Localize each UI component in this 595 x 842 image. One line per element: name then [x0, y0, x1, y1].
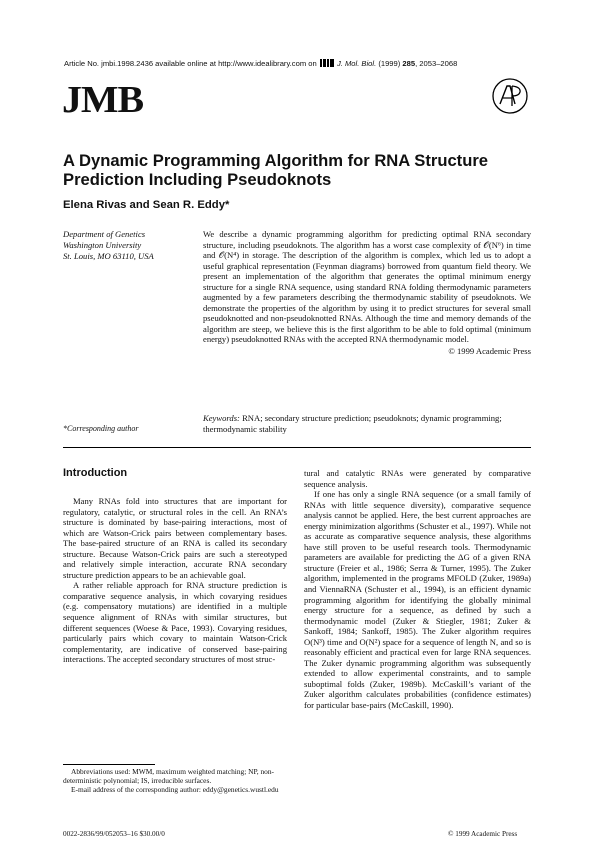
abstract-text: We describe a dynamic programming algorithm for predicting optimal RNA secondary structure, including pseudoknots. The algorithm has a worst case complexity of 𝒪(N⁶) in time and 𝒪(N⁴) in storage. The description of the algorithm is complex, which led us to adopt a useful graphical representation (Feynman diagrams) borrowed from quantum field theory. We present an implementation of the algorithm that generates the optimal minimum energy structure for a single RNA sequence, using standard RNA folding thermodynamic parameters augmented by a few parameters describing the thermodynamic stability of pseudoknots. We demonstrate the properties of the algorithm by using it to predict structures for several small pseudoknotted and non-pseudoknotted RNAs. Although the time and memory demands of the algorithm are steep, we believe this is the first algorithm to be able to fold optimal (minimum energy) pseudoknotted RNAs with the accepted RNA thermodynamic model. [203, 229, 531, 344]
corresponding-author-note: *Corresponding author [63, 424, 139, 433]
affiliation-department: Department of Genetics [63, 229, 146, 239]
intro-paragraph: A rather reliable approach for RNA structure prediction is comparative sequence analysis, in which covarying residues (e.g. compensatory mutations) are identified in a multiple sequence alignment of RNAs with similar structures, but different sequences (Woese & Pace, 1993). Covarying residues, particularly pairs which covary to maintain Watson-Crick complementarity, are indicative of conserved base-pairing interactions. The accepted secondary structures of most struc- [63, 580, 287, 665]
affiliation [63, 229, 193, 263]
citation-year: (1999) [378, 59, 401, 68]
abstract [203, 229, 531, 356]
body-column-right [304, 468, 531, 711]
section-divider [63, 447, 531, 448]
abstract-copyright: © 1999 Academic Press [448, 345, 531, 356]
article-availability-text: Article No. jmbi.1998.2436 available online at http://www.idealibrary.com on [64, 59, 317, 68]
author-list: Elena Rivas and Sean R. Eddy* [63, 199, 230, 211]
footnote-divider [63, 764, 155, 765]
idealibrary-logo [320, 59, 334, 67]
publisher-logo [491, 77, 529, 115]
intro-paragraph: If one has only a single RNA sequence (or a small family of RNAs with little sequence diversity), comparative sequence analysis cannot be applied. Here, the best current approaches are energy minimization algorithms (Schuster et al., 1997). While not as accurate as comparative sequence analysis, these algorithms have still proven to be useful research tools. Thermodynamic parameters are available for predicting the ΔG of a given RNA structure (Freier et al., 1986; Serra & Turner, 1995). The Zuker algorithm, implemented in the programs MFOLD (Zuker, 1989a) and ViennaRNA (Schuster et al., 1994), is an efficient dynamic programming algorithm for identifying the globally minimal energy structure for a sequence, as defined by such a thermodynamic model (Zuker & Stiegler, 1981; Zuker & Sankoff, 1984; Sankoff, 1985). The Zuker algorithm requires O(N³) time and O(N²) space for a sequence of length N, and so is reasonably efficient and practical even for large RNA sequences. The Zuker dynamic programming algorithm was subsequently extended to allow experimental constraints, and to sample suboptimal folds (Zuker, 1989b). McCaskill’s variant of the Zuker algorithm calculates probabilities (confidence estimates) for particular base-pairs (McCaskill, 1990). [304, 489, 531, 711]
citation-pages: , 2053–2068 [415, 59, 458, 68]
footnote-email: E-mail address of the corresponding author: eddy@genetics.wustl.edu [71, 785, 279, 795]
keywords-list: RNA; secondary structure prediction; pseudoknots; dynamic programming; thermodynamic stability [203, 413, 502, 434]
footnotes [63, 767, 287, 795]
intro-paragraph: Many RNAs fold into structures that are important for regulatory, catalytic, or structural roles in the cell. An RNA’s structure is dominated by base-pairing interactions, most of which are Watson-Crick pairs between complementary bases. The base-paired structure of an RNA is called its secondary structure. Because Watson-Crick pairs are such a stereotyped and relatively simple interaction, accurate RNA secondary structure prediction appears to be an achievable goal. [63, 496, 287, 580]
footnote-abbreviations: Abbreviations used: MWM, maximum weighted matching; NP, non-deterministic polynomial; IS, irreducible surfaces. [63, 767, 275, 786]
introduction-heading: Introduction [63, 467, 128, 479]
article-title: A Dynamic Programming Algorithm for RNA Structure Prediction Including Pseudoknots [63, 151, 489, 189]
affiliation-university: Washington University [63, 240, 142, 251]
footer-issn: 0022-2836/99/052053–16 $30.00/0 [63, 830, 165, 838]
footer-copyright: © 1999 Academic Press [448, 830, 518, 838]
keywords-label: Keywords: [203, 413, 240, 423]
citation-volume: 285 [402, 59, 416, 68]
running-header [64, 59, 457, 68]
journal-logo: JMB [62, 79, 144, 121]
body-column-left [63, 496, 287, 665]
affiliation-address: St. Louis, MO 63110, USA [63, 251, 154, 262]
citation-journal: J. Mol. Biol. [336, 59, 377, 68]
intro-paragraph: tural and catalytic RNAs were generated by comparative sequence analysis. [304, 468, 531, 489]
keywords [203, 413, 531, 434]
